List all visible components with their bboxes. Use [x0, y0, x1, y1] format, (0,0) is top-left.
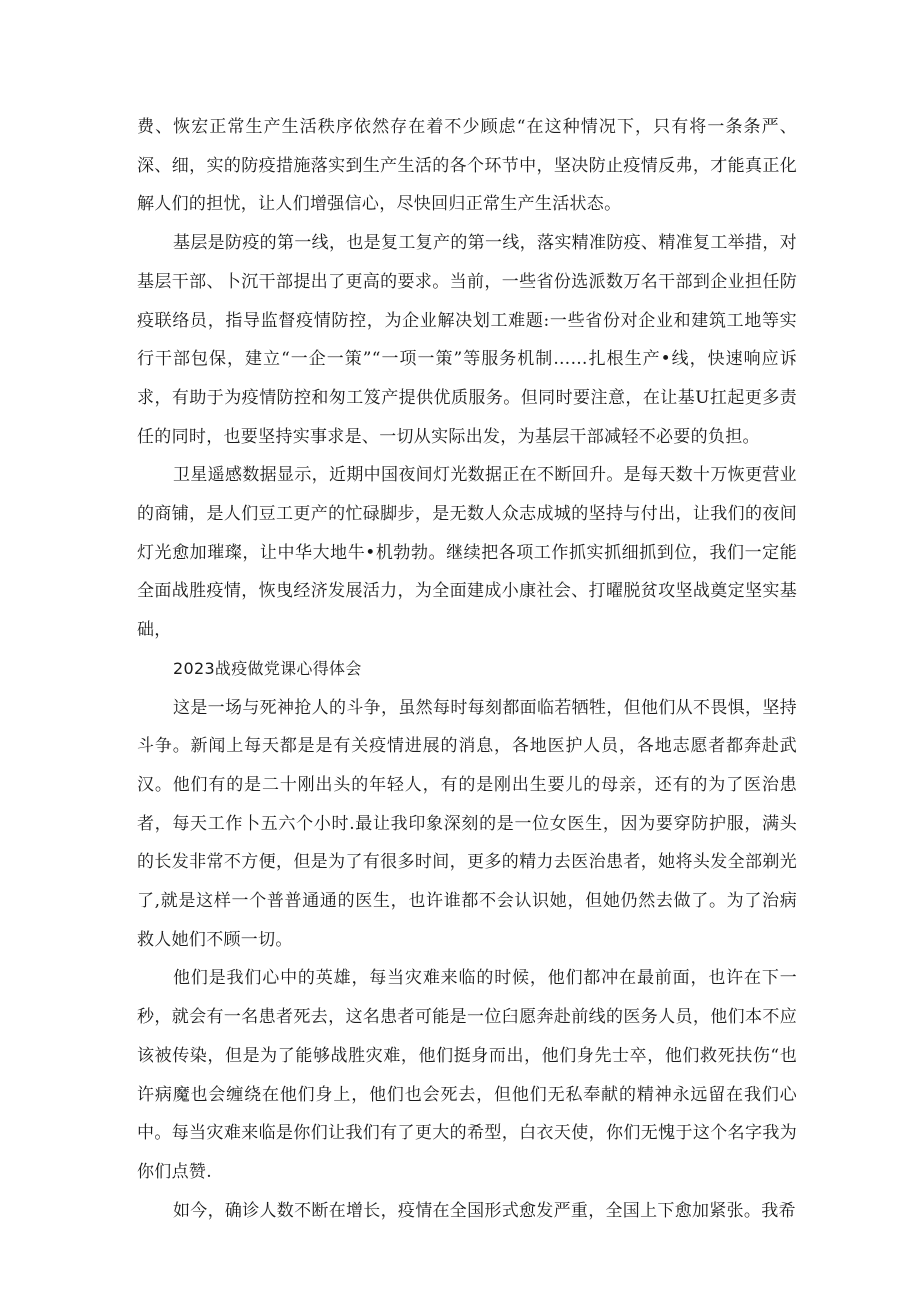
- paragraph-struggle: 这是一场与死神抢人的斗争，虽然每时每刻都面临若牺牲，但他们从不畏惧，坚持斗争。新闻上每天都是是有关疫情进展的消息，各地医护人员，各地志愿者都奔赴武汉。他们有的是二十刚出头的年轻人，有的是刚出生要儿的母亲，还有的为了医治患者，每天工作卜五六个小时.最让我印象深刻的是一位女医生，因为要穿防护服，满头的长发非常不方便，但是为了有很多时间，更多的精力去医治患者，她将头发全部剃光了,就是这样一个普普通通的医生，也许谁都不会认识她，但她仍然去做了。为了治病救人她们不顾一切。: [137, 697, 797, 950]
- document-page: [137, 108, 797, 1230]
- paragraph-heroes: 他们是我们心中的英雄，每当灾难来临的时候，他们都冲在最前面，也许在下一秒，就会有一名患者死去，这名患者可能是一位臼愿奔赴前线的医务人员，他们本不应该被传染，但是为了能够战胜灾难，他们挺身而出，他们身先士卒，他们救死扶伤“也许病魔也会缠绕在他们身上，他们也会死去，但他们无私奉献的精神永远留在我们心中。每当灾难来临是你们让我们有了更大的希型，白衣天使，你们无愧于这个名字我为你们点赞.: [137, 968, 797, 1182]
- paragraph-current-situation: 如今，确诊人数不断在增长，疫情在全国形式愈发严重，全国上下愈加紧张。我希: [173, 1200, 796, 1221]
- paragraph-continuation: 费、恢宏正常生产生活秩序依然存在着不少顾虑“在这种情况下，只有将一条条严、深、细，实的防疫措施落实到生产生活的各个环节中，坚决防止疫情反弗，才能真正化解人们的担忧，让人们增强信心，尽快回归正常生产生活状态。: [137, 117, 797, 215]
- paragraph-satellite-data: 卫星遥感数据显示，近期中国夜间灯光数据正在不断回升。是每天数十万恢更营业的商铺，是人们豆工更产的忙碌脚步，是无数人众志成城的坚持与付出，让我们的夜间灯光愈加璀璨，让中华大地牛•机勃勃。继续把各项工作抓实抓细抓到位，我们一定能全面战胜疫情，恢曳经济发展活力，为全面建成小康社会、打曜脱贫攻坚战奠定坚实基础，: [137, 465, 797, 641]
- section-heading: 2023战疫做党课心得体会: [173, 658, 362, 678]
- paragraph-grassroots: 基层是防疫的第一线，也是复工复产的第一线，落实精准防疫、精准复工举措，对基层干部、卜沉干部提出了更高的要求。当前，一些省份选派数万名干部到企业担任防疫联络员，指导监督疫情防控，为企业解决划工难题:一些省份对企业和建筑工地等实行干部包保，建立“一企一策”“一项一策”等服务机制……扎根生产•线，快速响应诉求，有助于为疫情防控和匆工笈产提供优质服务。但同时要注意，在让基U扛起更多责任的同时，也要坚持实事求是、一切从实际出发，为基层干部减轻不必要的负担。: [137, 233, 797, 447]
